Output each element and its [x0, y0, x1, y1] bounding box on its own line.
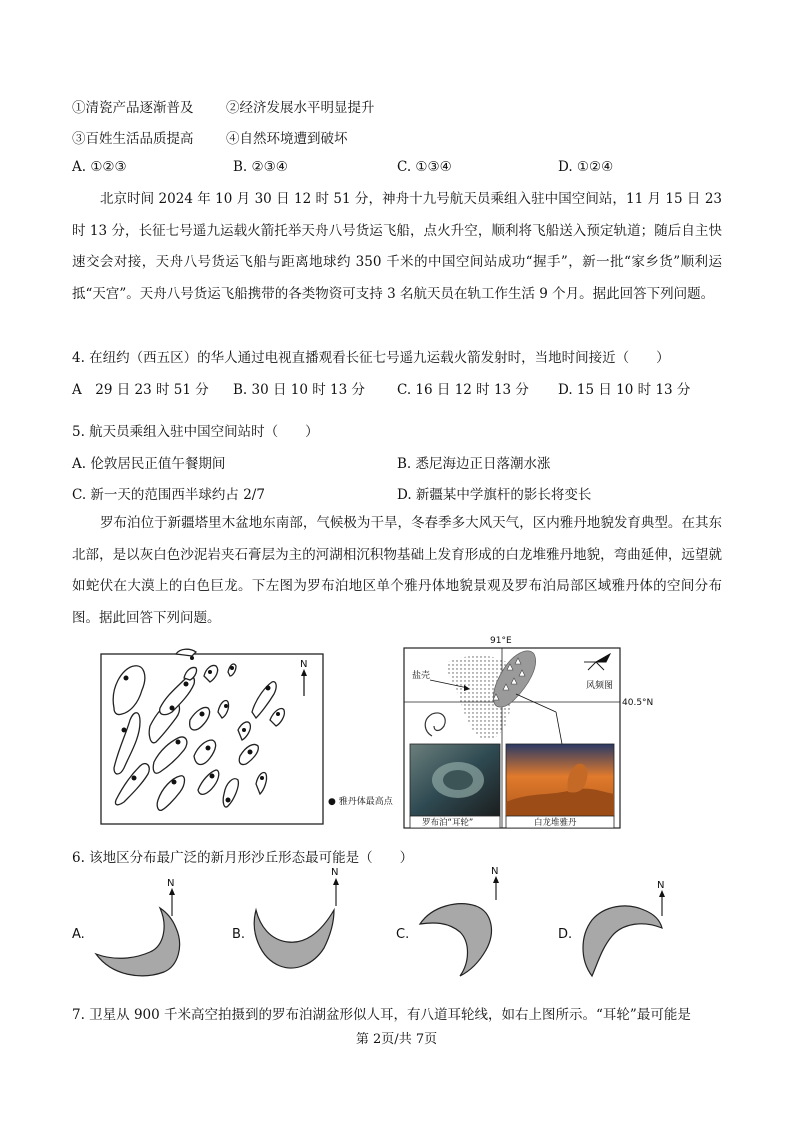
map-north-label: N [300, 659, 308, 670]
dune-label-d: D. [558, 927, 573, 942]
latitude-label: 40.5°N [622, 698, 654, 708]
yardang-legend: ● 雅丹体最高点 [328, 797, 393, 807]
option-a: A. ①②③ [72, 159, 127, 175]
statement-2: ②经济发展水平明显提升 [226, 100, 375, 116]
option-d: D. ①②④ [558, 159, 614, 175]
photo-ear-caption: 罗布泊“耳轮” [422, 818, 474, 828]
longitude-label: 91°E [490, 636, 512, 646]
question-4-stem: 4. 在纽约（西五区）的华人通过电视直播观看长征七号遥九运载火箭发射时，当地时间接近（ ） [72, 350, 670, 366]
statement-1: ①清瓷产品逐渐普及 [72, 100, 194, 116]
q5-option-d: D. 新疆某中学旗杆的影长将变长 [397, 487, 592, 503]
passage-lop-nur: 罗布泊位于新疆塔里木盆地东南部，气候极为干旱，冬春季多大风天气，区内雅丹地貌发育典型。在其东北部，是以灰白色沙泥岩夹石膏层为主的河湖相沉积物基础上发育形成的白龙堆雅丹地貌，弯曲延伸，远望就如蛇伏在大漠上的白色巨龙。下左图为罗布泊地区单个雅丹体地貌景观及罗布泊局部区域雅丹体的空间分布图。据此回答下列问题。 [72, 515, 722, 626]
question-7-stem: 7. 卫星从 900 千米高空拍摄到的罗布泊湖盆形似人耳，有八道耳轮线，如右上图所示。“耳轮”最可能是 [72, 1007, 691, 1023]
lop-nur-map [400, 632, 662, 830]
q4-option-c: C. 16 日 12 时 13 分 [397, 382, 529, 398]
dune-shape-b [254, 910, 334, 968]
page-footer: 第 2页/共 7页 [355, 1032, 438, 1047]
passage-spaceflight: 北京时间 2024 年 10 月 30 日 12 时 51 分，神舟十九号航天员乘组入驻中国空间站，11 月 15 日 23 时 13 分，长征七号遥九运载火箭托举天舟八号货运飞船，点火升空，顺利将飞船送入预定轨道；随后自主快速交会对接，天舟八号货运飞船与距离地球约 350 千米的中国空间站成功“握手”，新一批“家乡货”顺利运抵“天宫”。天舟八号货运飞船携带的各类物资可支持 3 名航天员在轨工作生活 9 个月。据此回答下列问题。 [72, 191, 722, 302]
statement-4: ④自然环境遭到破坏 [226, 131, 348, 147]
dune-shape-a [96, 908, 180, 976]
question-5-stem: 5. 航天员乘组入驻中国空间站时（ ） [72, 424, 319, 440]
q5-option-a: A. 伦敦居民正值午餐期间 [72, 456, 226, 472]
north-label-b: N [331, 867, 339, 878]
dune-shape-d [583, 906, 662, 976]
question-6-stem: 6. 该地区分布最广泛的新月形沙丘形态最可能是（ ） [72, 850, 414, 866]
dune-label-b: B. [232, 927, 246, 942]
dune-options [72, 866, 732, 996]
salt-crust-label: 盐壳 [412, 671, 431, 681]
q5-option-b: B. 悉尼海边正日落潮水涨 [397, 456, 551, 472]
option-b: B. ②③④ [233, 159, 288, 175]
photo-yardang-caption: 白龙堆雅丹 [534, 818, 577, 828]
q4-option-b: B. 30 日 10 时 13 分 [233, 382, 365, 398]
q4-option-a: A 29 日 23 时 51 分 [72, 382, 209, 398]
north-label-c: N [491, 866, 499, 877]
north-label-a: N [167, 878, 175, 889]
statement-3: ③百姓生活品质提高 [72, 131, 194, 147]
q4-option-d: D. 15 日 10 时 13 分 [558, 382, 691, 398]
q5-option-c: C. 新一天的范围西半球约占 2/7 [72, 487, 265, 503]
dune-label-c: C. [396, 927, 410, 942]
dune-label-a: A. [72, 927, 85, 942]
wind-rose-label: 风频图 [586, 681, 614, 691]
north-label-d: N [657, 880, 665, 891]
yardang-distribution-map [100, 650, 400, 830]
option-c: C. ①③④ [397, 159, 452, 175]
dune-shape-c [420, 904, 491, 976]
